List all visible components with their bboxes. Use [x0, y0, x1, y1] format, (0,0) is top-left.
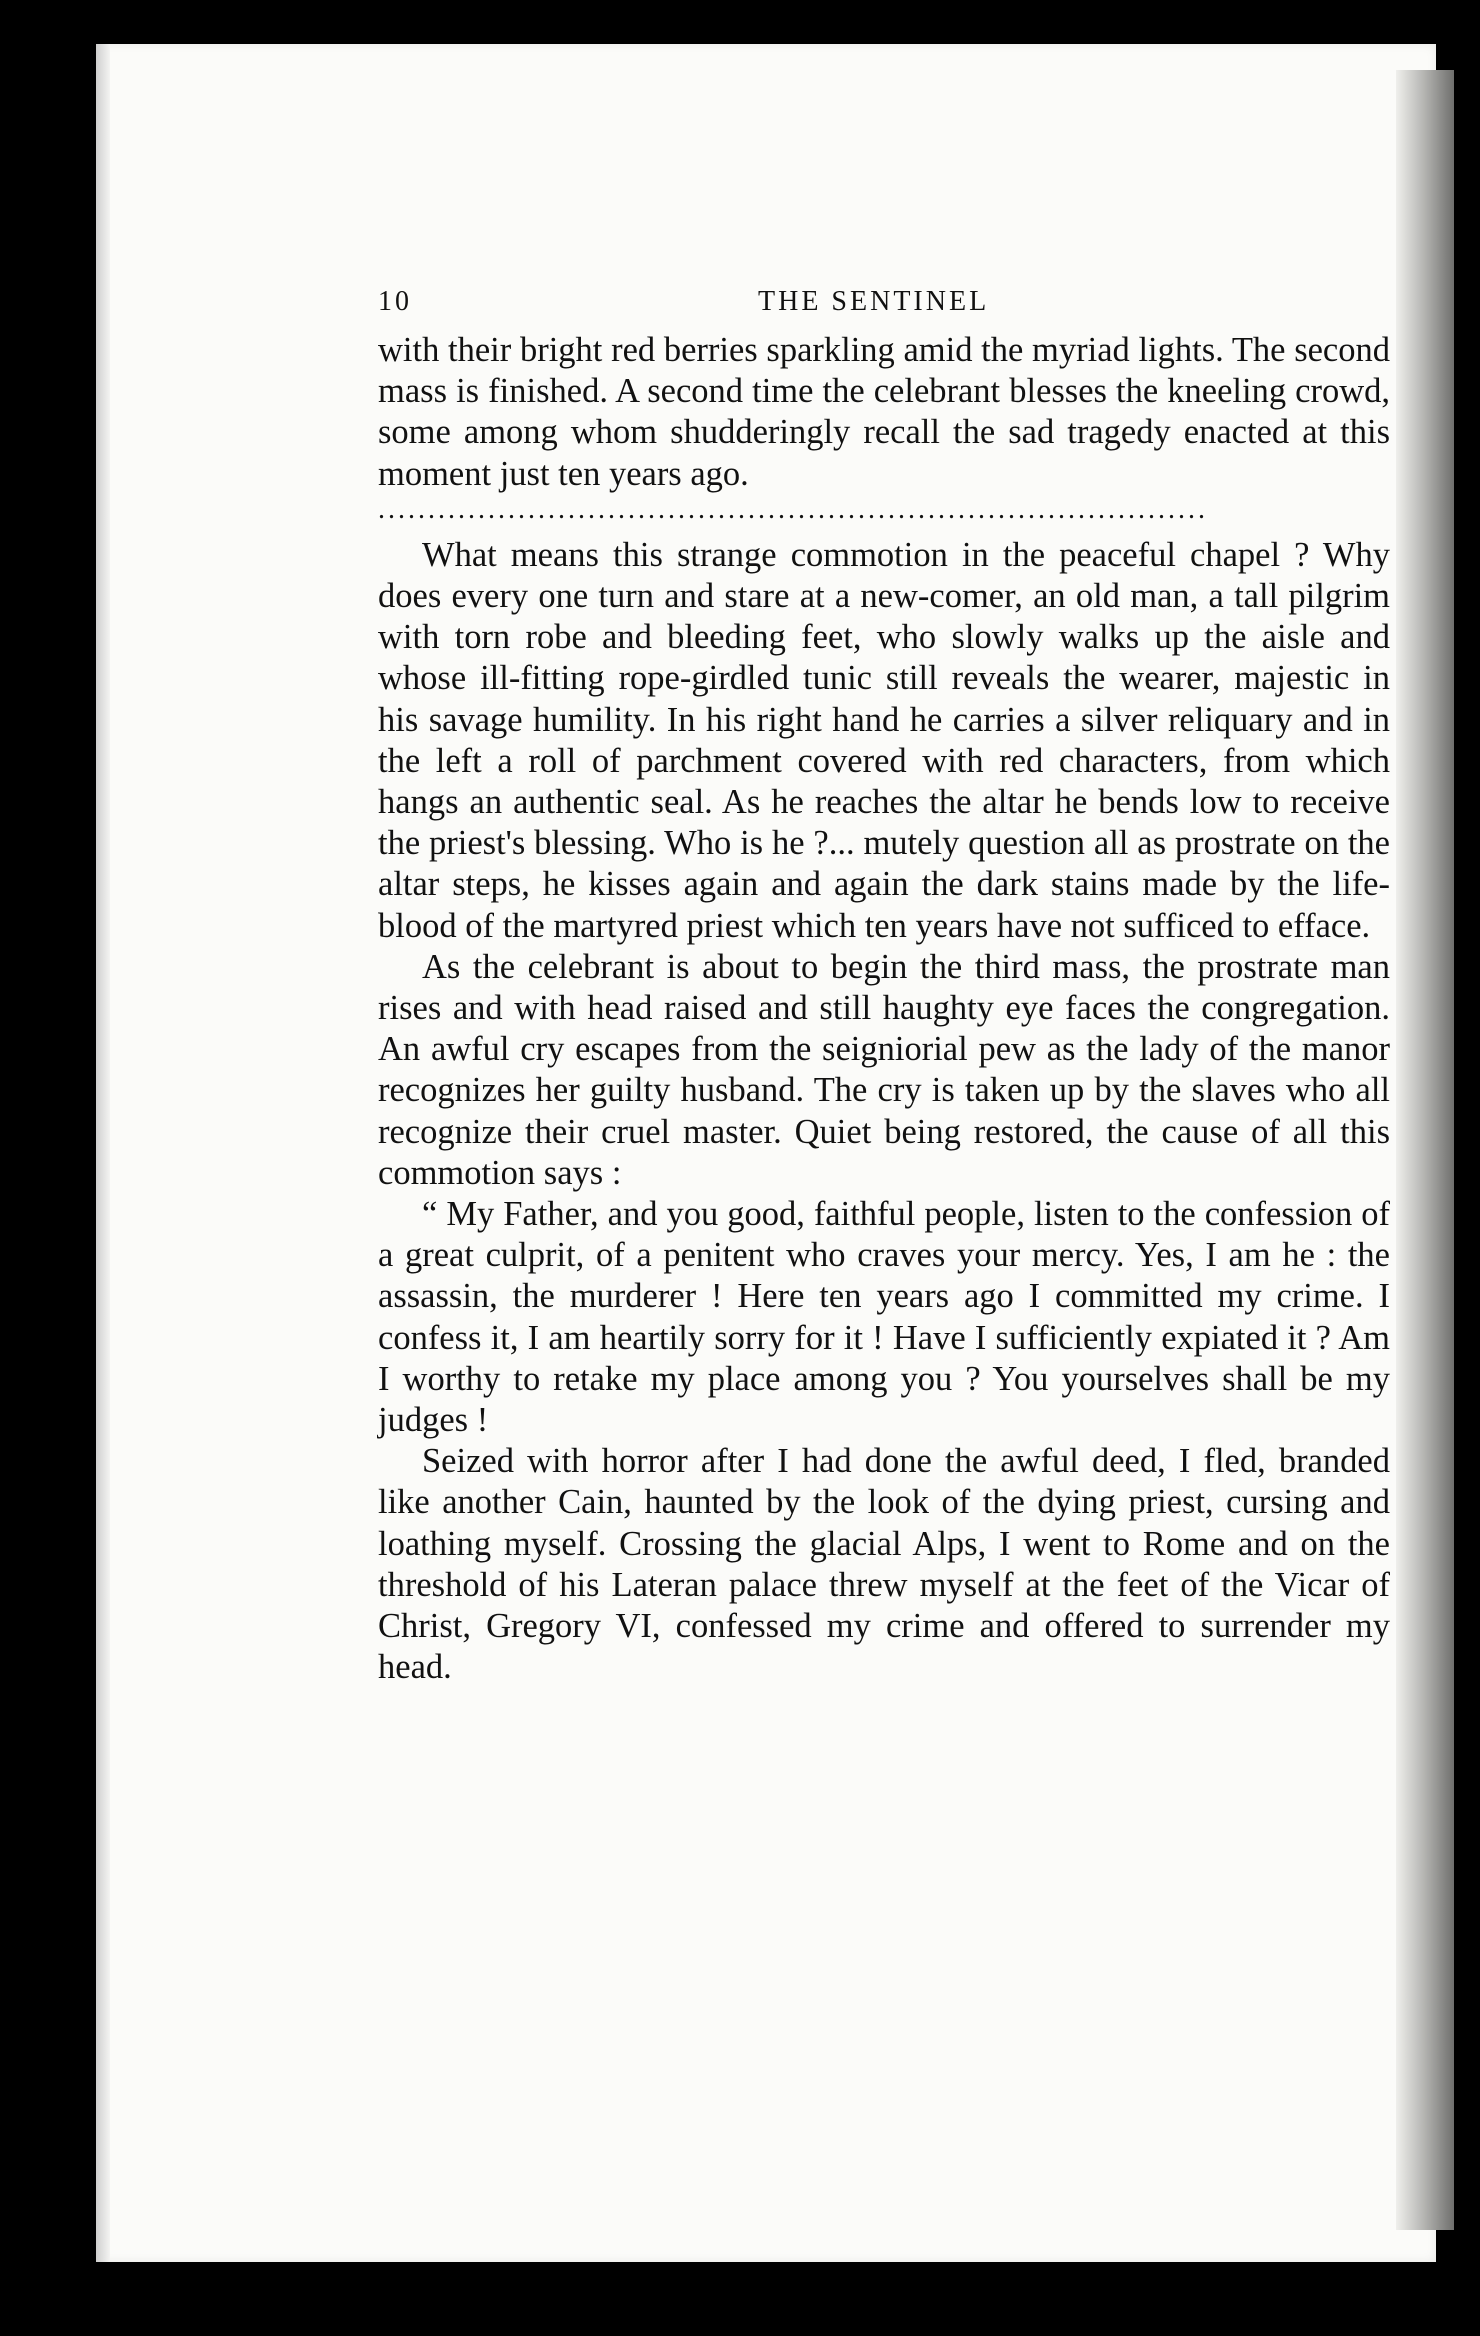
running-head: [378, 276, 1390, 330]
page-number: 10: [378, 286, 412, 317]
sheet-left-edge: [96, 44, 110, 2262]
paragraph-third-mass: As the celebrant is about to begin the third mass, the prostrate man rises and with head raised and still haughty eye faces the congregation. An awful cry escapes from the seigniorial pew as the lady of the manor recognizes her guilty husband. The cry is taken up by the slaves who all recognize their cruel master. Quiet being restored, the cause of all this commotion says :: [378, 947, 1390, 1192]
paragraph-flight-to-rome: Seized with horror after I had done the awful deed, I fled, branded like another Cain, haunted by the look of the dying priest, cursing and loathing myself. Crossing the glacial Alps, I went to Rome and on the threshold of his Lateran palace threw myself at the feet of the Vicar of Christ, Gregory VI, confessed my crime and offered to surrender my head.: [378, 1442, 1390, 1687]
page-body: [378, 276, 1390, 1689]
paragraph-continuation: with their bright red berries sparkling amid the myriad lights. The second mass is finished. A second time the celebrant blesses the kneeling crowd, some among whom shudderingly recall the sad tragedy enacted at this moment just ten years ago.: [378, 331, 1390, 493]
dotted-separator: ...................................................................................: [378, 494, 1208, 525]
page-gutter-shadow: [1396, 70, 1454, 2230]
running-title: THE SENTINEL: [758, 286, 990, 317]
paragraph-confession: “ My Father, and you good, faithful people, listen to the confession of a great culprit, of a penitent who craves your mercy. Yes, I am he : the assassin, the murderer ! Here ten years ago I committed my crime. I confess it, I am heartily sorry for it ! Have I sufficiently expiated it ? Am I worthy to retake my place among you ? You yourselves shall be my judges !: [378, 1195, 1390, 1440]
paragraph-commotion: What means this strange commotion in the peaceful chapel ? Why does every one turn and stare at a new-comer, an old man, a tall pilgrim with torn robe and bleeding feet, who slowly walks up the aisle and whose ill-fitting rope-girdled tunic still reveals the wearer, majestic in his savage humility. In his right hand he carries a silver reliquary and in the left a roll of parchment covered with red characters, from which hangs an authentic seal. As he reaches the altar he bends low to receive the priest's blessing. Who is he ?... mutely question all as prostrate on the altar steps, he kisses again and again the dark stains made by the life-blood of the martyred priest which ten years have not sufficed to efface.: [378, 535, 1390, 945]
